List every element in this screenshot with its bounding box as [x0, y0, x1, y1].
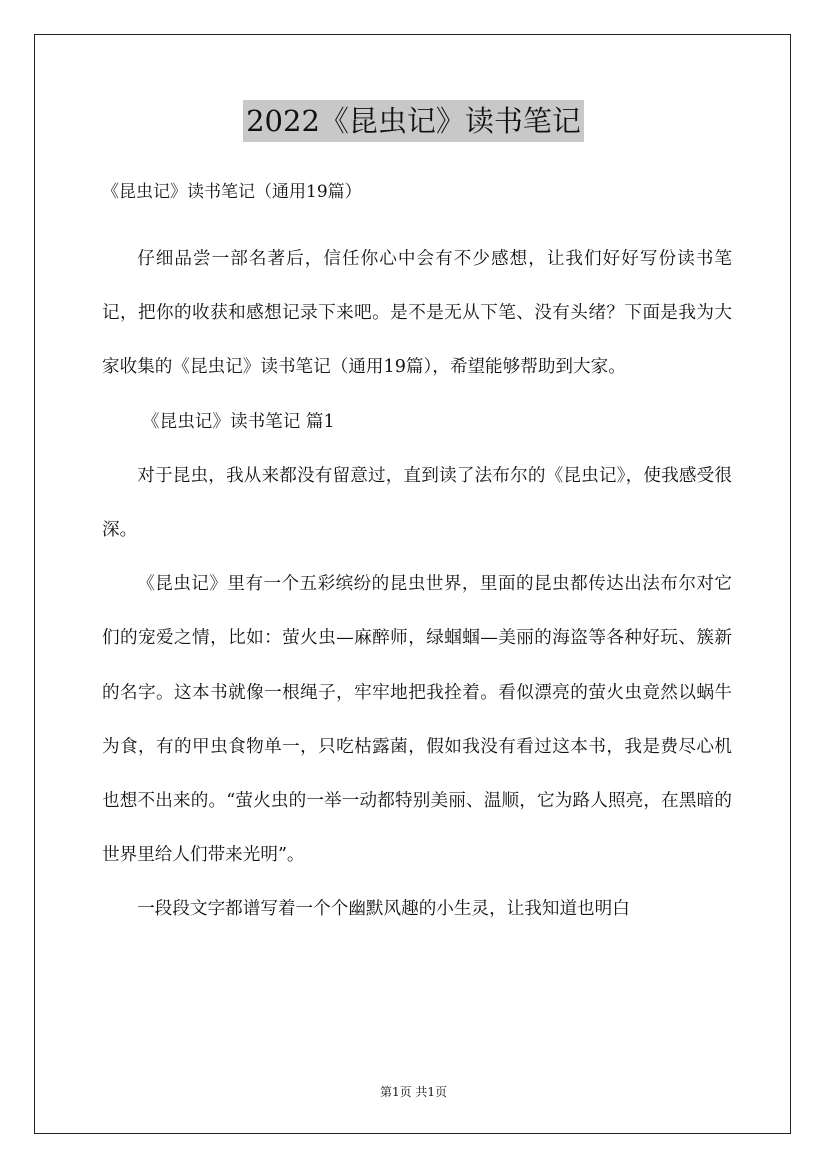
intro-paragraph: 仔细品尝一部名著后，信任你心中会有不少感想，让我们好好写份读书笔记，把你的收获和感想记录下来吧。是不是无从下笔、没有头绪？下面是我为大家收集的《昆虫记》读书笔记（通用19篇），希望能够帮助到大家。 — [102, 249, 732, 378]
document-subtitle: 《昆虫记》读书笔记（通用19篇） — [102, 182, 362, 202]
body-paragraph: 《昆虫记》里有一个五彩缤纷的昆虫世界，里面的昆虫都传达出法布尔对它们的宠爱之情，比如：萤火虫—麻醉师，绿蝈蝈—美丽的海盗等各种好玩、簇新的名字。这本书就像一根绳子，牢牢地把我拴着。看似漂亮的萤火虫竟然以蜗牛为食，有的甲虫食物单一，只吃枯露菌，假如我没有看过这本书，我是费尽心机也想不出来的。“萤火虫的一举一动都特别美丽、温顺，它为路人照亮，在黑暗的世界里给人们带来光明”。 — [102, 574, 732, 866]
section-heading: 《昆虫记》读书笔记 篇1 — [142, 411, 335, 432]
body-paragraph: 一段段文字都谱写着一个个幽默风趣的小生灵，让我知道也明白 — [137, 899, 630, 920]
page-number-footer: 第1页 共1页 — [379, 1085, 448, 1099]
title-container — [0, 100, 827, 142]
document-body — [102, 232, 732, 937]
document-title: 2022《昆虫记》读书笔记 — [243, 100, 584, 142]
body-paragraph: 对于昆虫，我从来都没有留意过，直到读了法布尔的《昆虫记》，使我感受很深。 — [102, 465, 732, 541]
